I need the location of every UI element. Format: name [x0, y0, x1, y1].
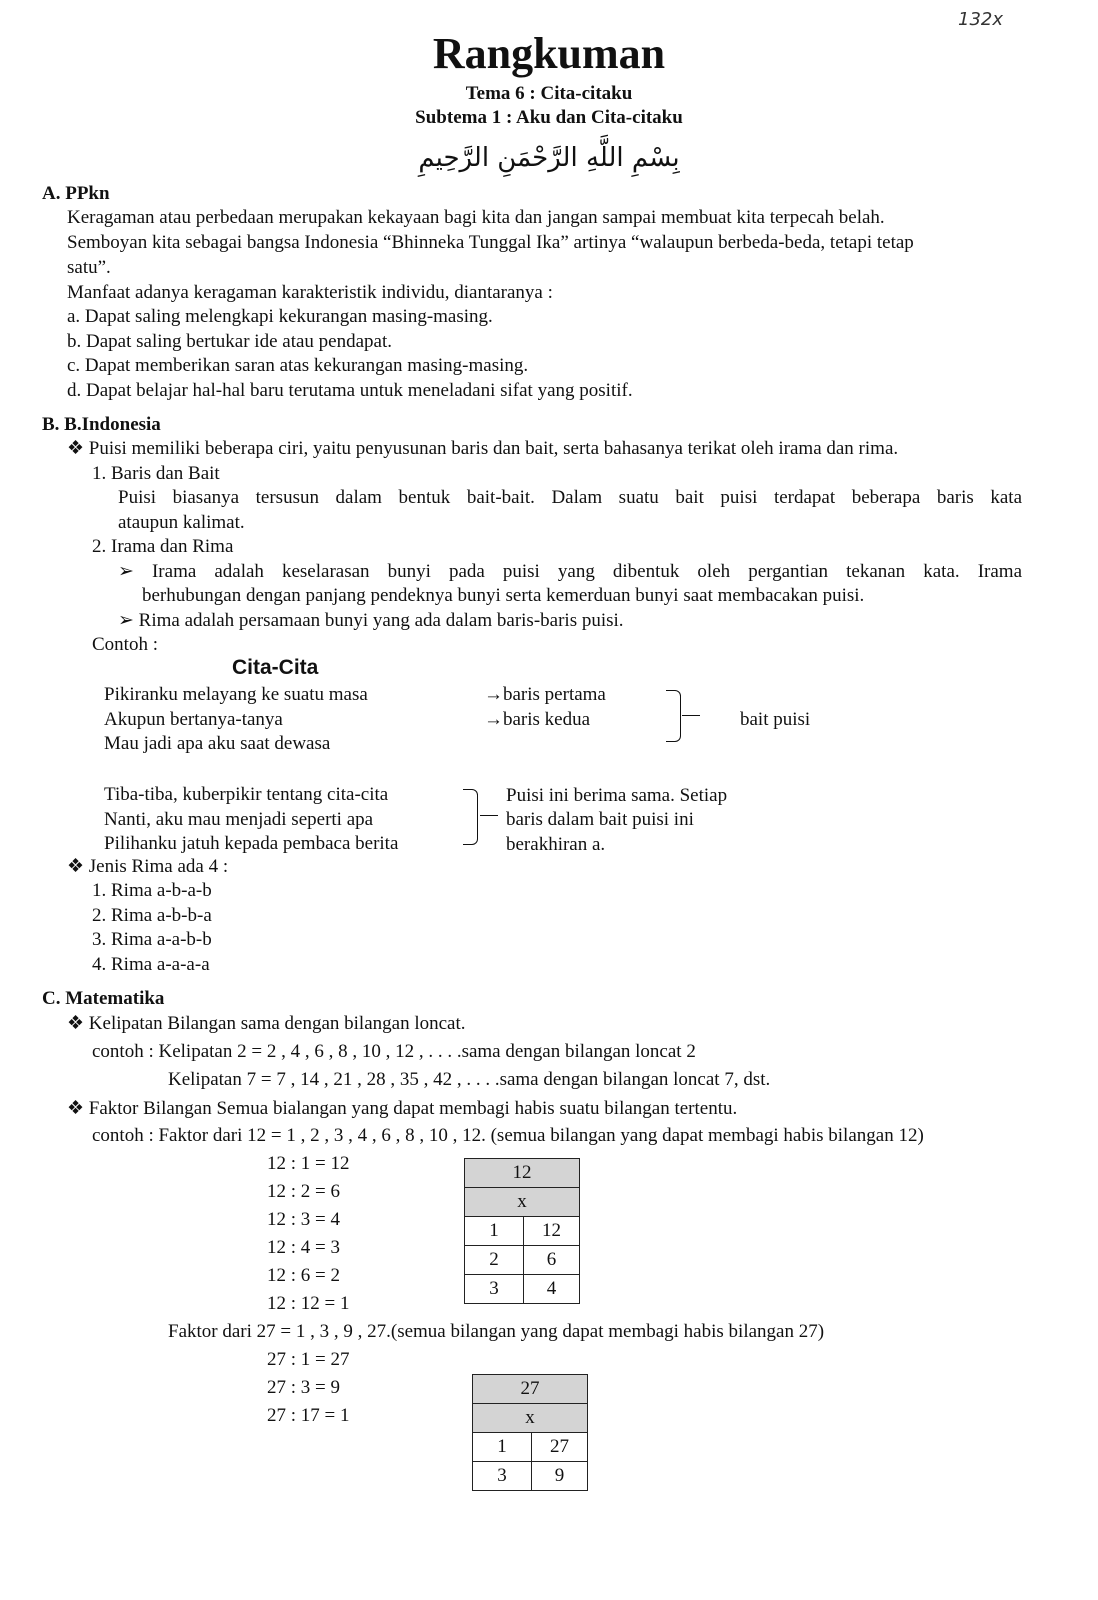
- section-a-heading: A. PPkn: [42, 183, 110, 204]
- section-a-paragraph-2: Semboyan kita sebagai bangsa Indonesia “Bhinneka Tunggal Ika” artinya “walaupun berbeda-beda, tetapi tetap: [67, 232, 914, 253]
- multiples-example-1: contoh : Kelipatan 2 = 2 , 4 , 6 , 8 , 10 , 12 , . . . .sama dengan bilangan loncat 2: [92, 1041, 696, 1062]
- division-line: 12 : 6 = 2: [267, 1265, 340, 1286]
- table-cell: 4: [524, 1275, 580, 1304]
- subtheme-subtitle: Subtema 1 : Aku dan Cita-citaku: [415, 107, 683, 128]
- table-header-cell: 12: [465, 1159, 580, 1188]
- example-label: Contoh :: [92, 634, 158, 655]
- table-cell: 9: [532, 1462, 588, 1491]
- factor-table-27: [472, 1374, 588, 1491]
- arrow-label-first-line: →baris pertama: [484, 684, 606, 705]
- section-b-bullet-2: ❖ Jenis Rima ada 4 :: [67, 856, 229, 877]
- section-b-heading: B. B.Indonesia: [42, 414, 161, 435]
- division-line: 12 : 1 = 12: [267, 1153, 350, 1174]
- list-item: 4. Rima a-a-a-a: [92, 954, 210, 975]
- table-operator-cell: x: [465, 1188, 580, 1217]
- table-cell: 2: [465, 1246, 524, 1275]
- division-line: 12 : 3 = 4: [267, 1209, 340, 1230]
- poem-line: Tiba-tiba, kuberpikir tentang cita-cita: [104, 784, 389, 805]
- division-line: 12 : 4 = 3: [267, 1237, 340, 1258]
- division-line: 12 : 2 = 6: [267, 1181, 340, 1202]
- division-line: 12 : 12 = 1: [267, 1293, 350, 1314]
- division-line: 27 : 1 = 27: [267, 1349, 350, 1370]
- factors-example-27: Faktor dari 27 = 1 , 3 , 9 , 27.(semua bilangan yang dapat membagi habis bilangan 27): [168, 1321, 825, 1342]
- section-b-item-2-title: 2. Irama dan Rima: [92, 536, 234, 557]
- table-cell: 27: [532, 1433, 588, 1462]
- basmala-calligraphy: بِسْمِ اللَّهِ الرَّحْمَنِ الرَّحِيمِ: [418, 143, 680, 173]
- list-item: c. Dapat memberikan saran atas kekurangan masing-masing.: [67, 355, 529, 376]
- multiples-example-2: Kelipatan 7 = 7 , 14 , 21 , 28 , 35 , 42 , . . . .sama dengan bilangan loncat 7, dst.: [168, 1069, 771, 1090]
- division-line: 27 : 3 = 9: [267, 1377, 340, 1398]
- table-row: [465, 1275, 580, 1304]
- arrow-label-second-line: →baris kedua: [484, 709, 591, 730]
- table-cell: 6: [524, 1246, 580, 1275]
- section-c-bullet-2: ❖ Faktor Bilangan Semua bialangan yang dapat membagi habis suatu bilangan tertentu.: [67, 1098, 738, 1119]
- table-cell: 1: [473, 1433, 532, 1462]
- stanza-label: bait puisi: [740, 709, 811, 730]
- corner-handwritten-note: 132x: [958, 9, 1004, 30]
- poem-line: Nanti, aku mau menjadi seperti apa: [104, 809, 374, 830]
- theme-subtitle: Tema 6 : Cita-citaku: [465, 83, 633, 104]
- table-row: [473, 1433, 588, 1462]
- section-a-paragraph-3: Manfaat adanya keragaman karakteristik individu, diantaranya :: [67, 282, 553, 303]
- table-operator-cell: x: [473, 1404, 588, 1433]
- list-item: 2. Rima a-b-b-a: [92, 905, 212, 926]
- section-c-heading: C. Matematika: [42, 988, 165, 1009]
- table-row: [473, 1462, 588, 1491]
- section-b-item-1-text-end: ataupun kalimat.: [118, 512, 245, 533]
- table-row: [465, 1217, 580, 1246]
- rhyme-note: baris dalam bait puisi ini: [506, 809, 694, 830]
- table-header-cell: 27: [473, 1375, 588, 1404]
- list-item: b. Dapat saling bertukar ide atau pendapat.: [67, 331, 392, 352]
- poem-line: Akupun bertanya-tanya: [104, 709, 283, 730]
- table-cell: 3: [473, 1462, 532, 1491]
- section-b-bullet-1: ❖ Puisi memiliki beberapa ciri, yaitu penyusunan baris dan bait, serta bahasanya terikat oleh irama dan rima.: [67, 438, 899, 459]
- table-row: [465, 1246, 580, 1275]
- irama-definition: ➢ Irama adalah keselarasan bunyi pada puisi yang dibentuk oleh pergantian tekanan kata. Irama: [118, 561, 1022, 582]
- poem-line: Pilihanku jatuh kepada pembaca berita: [104, 833, 399, 854]
- rima-definition: ➢ Rima adalah persamaan bunyi yang ada dalam baris-baris puisi.: [118, 610, 624, 631]
- right-brace: [666, 690, 681, 742]
- brace-tip: [682, 715, 700, 716]
- list-item: d. Dapat belajar hal-hal baru terutama untuk meneladani sifat yang positif.: [67, 380, 633, 401]
- factors-example-12: contoh : Faktor dari 12 = 1 , 2 , 3 , 4 , 6 , 8 , 10 , 12. (semua bilangan yang dapat membagi habis bilangan 12): [92, 1125, 924, 1146]
- section-c-bullet-1: ❖ Kelipatan Bilangan sama dengan bilangan loncat.: [67, 1013, 466, 1034]
- table-cell: 1: [465, 1217, 524, 1246]
- table-cell: 12: [524, 1217, 580, 1246]
- section-a-paragraph-1: Keragaman atau perbedaan merupakan kekayaan bagi kita dan jangan sampai membuat kita terpecah belah.: [67, 207, 885, 228]
- list-item: 3. Rima a-a-b-b: [92, 929, 212, 950]
- table-cell: 3: [465, 1275, 524, 1304]
- rhyme-note: berakhiran a.: [506, 834, 606, 855]
- right-brace: [463, 789, 478, 845]
- poem-line: Pikiranku melayang ke suatu masa: [104, 684, 368, 705]
- factor-table-12: [464, 1158, 580, 1304]
- brace-tip: [480, 815, 498, 816]
- page-title: Rangkuman: [432, 29, 666, 78]
- division-line: 27 : 17 = 1: [267, 1405, 350, 1426]
- section-a-paragraph-2-end: satu”.: [67, 257, 111, 278]
- poem-line: Mau jadi apa aku saat dewasa: [104, 733, 331, 754]
- rhyme-note: Puisi ini berima sama. Setiap: [506, 785, 728, 806]
- list-item: a. Dapat saling melengkapi kekurangan masing-masing.: [67, 306, 493, 327]
- irama-definition-end: berhubungan dengan panjang pendeknya bunyi serta kemerduan bunyi saat membacakan puisi.: [142, 585, 865, 606]
- list-item: 1. Rima a-b-a-b: [92, 880, 212, 901]
- section-b-item-1-text: Puisi biasanya tersusun dalam bentuk bait-bait. Dalam suatu bait puisi terdapat beberapa baris kata: [118, 487, 1022, 508]
- section-b-item-1-title: 1. Baris dan Bait: [92, 463, 220, 484]
- poem-title: Cita-Cita: [232, 656, 319, 679]
